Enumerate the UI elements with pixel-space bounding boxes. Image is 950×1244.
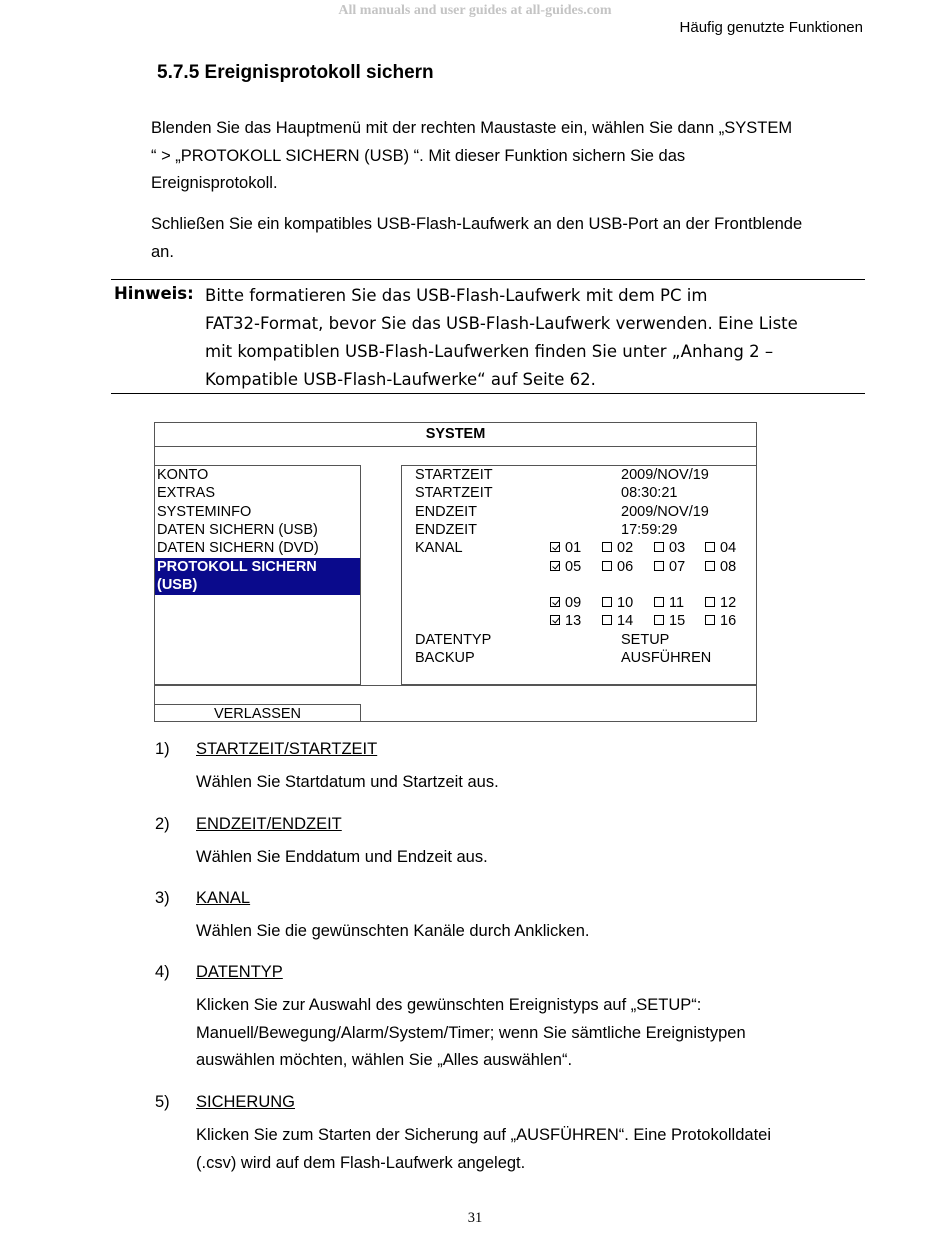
channel-checkbox[interactable] bbox=[550, 558, 581, 576]
step-line: Wählen Sie Startdatum und Startzeit aus. bbox=[196, 773, 499, 791]
note-bottom-rule bbox=[111, 393, 865, 394]
unchecked-box-icon bbox=[705, 542, 715, 552]
channel-number: 15 bbox=[669, 613, 686, 630]
unchecked-box-icon bbox=[705, 561, 715, 571]
running-head: Häufig genutzte Funktionen bbox=[679, 19, 863, 36]
channel-checkbox[interactable] bbox=[654, 612, 685, 630]
intro-line: Blenden Sie das Hauptmenü mit der rechten Maustaste ein, wählen Sie dann „SYSTEM bbox=[151, 119, 793, 137]
step-line: Wählen Sie Enddatum und Endzeit aus. bbox=[196, 848, 488, 866]
step-number: 2) bbox=[155, 815, 170, 833]
channel-checkbox[interactable] bbox=[550, 612, 581, 630]
channel-checkbox[interactable] bbox=[602, 558, 633, 576]
section-title: 5.7.5 Ereignisprotokoll sichern bbox=[157, 62, 434, 83]
channel-checkbox[interactable] bbox=[602, 594, 633, 612]
unchecked-box-icon bbox=[705, 615, 715, 625]
channel-number: 05 bbox=[565, 558, 582, 575]
menu-right-pane bbox=[401, 465, 757, 685]
step-body bbox=[196, 844, 856, 872]
channel-number: 01 bbox=[565, 540, 582, 557]
exit-button[interactable]: VERLASSEN bbox=[154, 704, 361, 722]
step-line: Klicken Sie zur Auswahl des gewünschten Ereignistyps auf „SETUP“: bbox=[196, 996, 702, 1014]
step-body bbox=[196, 918, 856, 946]
menu-title: SYSTEM bbox=[154, 422, 757, 447]
step-body bbox=[196, 769, 856, 797]
unchecked-box-icon bbox=[602, 615, 612, 625]
step-line: Manuell/Bewegung/Alarm/System/Timer; wenn Sie sämtliche Ereignistypen bbox=[196, 1023, 746, 1042]
channel-number: 11 bbox=[669, 595, 685, 611]
step-number: 1) bbox=[155, 740, 170, 758]
unchecked-box-icon bbox=[602, 561, 612, 571]
field-value-end-date[interactable]: 2009/NOV/19 bbox=[621, 503, 709, 520]
menu-divider bbox=[154, 685, 757, 687]
active-item-line: (USB) bbox=[157, 577, 198, 594]
channel-checkbox[interactable] bbox=[705, 539, 736, 557]
menu-item-backup-dvd[interactable]: DATEN SICHERN (DVD) bbox=[157, 540, 319, 557]
note-line: Kompatible USB-Flash-Laufwerke“ auf Seite 62. bbox=[205, 370, 596, 389]
field-value-start-time[interactable]: 08:30:21 bbox=[621, 485, 678, 502]
note-top-rule bbox=[111, 279, 865, 280]
channel-checkbox[interactable] bbox=[602, 612, 633, 630]
channel-number: 07 bbox=[669, 558, 686, 575]
note-line: mit kompatiblen USB-Flash-Laufwerken finden Sie unter „Anhang 2 – bbox=[205, 342, 774, 361]
checked-box-icon bbox=[550, 597, 560, 607]
menu-item-log-backup-usb[interactable] bbox=[155, 558, 360, 595]
step-line: (.csv) wird auf dem Flash-Laufwerk angelegt. bbox=[196, 1153, 526, 1172]
datatype-label: DATENTYP bbox=[415, 632, 492, 648]
channel-number: 09 bbox=[565, 595, 582, 611]
channel-number: 10 bbox=[617, 595, 634, 611]
checked-box-icon bbox=[550, 542, 560, 552]
menu-item-konto[interactable]: KONTO bbox=[157, 467, 209, 483]
channel-checkbox[interactable] bbox=[550, 594, 581, 612]
usb-line: an. bbox=[151, 242, 174, 261]
channel-checkbox[interactable] bbox=[602, 539, 633, 557]
step-body bbox=[196, 992, 856, 1075]
channel-checkbox[interactable] bbox=[705, 612, 736, 630]
checked-box-icon bbox=[550, 615, 560, 625]
menu-item-backup-usb[interactable]: DATEN SICHERN (USB) bbox=[157, 521, 318, 538]
watermark: All manuals and user guides at all-guides.com bbox=[338, 3, 612, 18]
step-number: 3) bbox=[155, 889, 170, 907]
step-title: DATENTYP bbox=[196, 963, 283, 981]
channel-number: 12 bbox=[720, 595, 737, 611]
backup-label: BACKUP bbox=[415, 650, 475, 667]
field-value-start-date[interactable]: 2009/NOV/19 bbox=[621, 467, 709, 483]
menu-item-systeminfo[interactable]: SYSTEMINFO bbox=[157, 503, 252, 520]
channel-number: 06 bbox=[617, 558, 634, 575]
menu-item-extras[interactable]: EXTRAS bbox=[157, 485, 216, 502]
unchecked-box-icon bbox=[654, 597, 664, 607]
step-title: KANAL bbox=[196, 889, 251, 907]
channel-checkbox[interactable] bbox=[705, 594, 736, 612]
step-body bbox=[196, 1122, 856, 1177]
channel-number: 04 bbox=[720, 540, 737, 557]
intro-line: Ereignisprotokoll. bbox=[151, 174, 278, 192]
checked-box-icon bbox=[550, 561, 560, 571]
intro-paragraph bbox=[151, 115, 871, 198]
channel-number: 08 bbox=[720, 558, 737, 575]
step-number: 4) bbox=[155, 963, 170, 981]
channel-label: KANAL bbox=[415, 540, 463, 557]
datatype-setup-button[interactable]: SETUP bbox=[621, 632, 670, 648]
channel-number: 02 bbox=[617, 540, 634, 557]
channel-checkbox[interactable] bbox=[654, 558, 685, 576]
step-line: Klicken Sie zum Starten der Sicherung auf „AUSFÜHREN“. Eine Protokolldatei bbox=[196, 1126, 771, 1144]
channel-number: 13 bbox=[565, 613, 582, 630]
channel-checkbox[interactable] bbox=[705, 558, 736, 576]
unchecked-box-icon bbox=[602, 597, 612, 607]
note-text bbox=[205, 282, 870, 394]
unchecked-box-icon bbox=[705, 597, 715, 607]
unchecked-box-icon bbox=[654, 615, 664, 625]
usb-paragraph bbox=[151, 211, 871, 266]
field-label-start-date: STARTZEIT bbox=[415, 467, 493, 483]
step-line: auswählen möchten, wählen Sie „Alles auswählen“. bbox=[196, 1051, 573, 1069]
note-line: Bitte formatieren Sie das USB-Flash-Laufwerk mit dem PC im bbox=[205, 286, 708, 305]
step-title: ENDZEIT/ENDZEIT bbox=[196, 815, 342, 833]
channel-number: 14 bbox=[617, 613, 634, 630]
unchecked-box-icon bbox=[602, 542, 612, 552]
step-number: 5) bbox=[155, 1093, 170, 1111]
channel-checkbox[interactable] bbox=[654, 594, 684, 612]
unchecked-box-icon bbox=[654, 561, 664, 571]
page-number: 31 bbox=[467, 1210, 483, 1226]
channel-number: 03 bbox=[669, 540, 686, 557]
backup-execute-button[interactable]: AUSFÜHREN bbox=[621, 650, 712, 667]
usb-line: Schließen Sie ein kompatibles USB-Flash-Laufwerk an den USB-Port an der Frontblende bbox=[151, 215, 803, 233]
unchecked-box-icon bbox=[654, 542, 664, 552]
active-item-line: PROTOKOLL SICHERN bbox=[157, 559, 317, 575]
field-value-end-time[interactable]: 17:59:29 bbox=[621, 521, 678, 538]
field-label-start-time: STARTZEIT bbox=[415, 485, 493, 502]
note-line: FAT32-Format, bevor Sie das USB-Flash-Laufwerk verwenden. Eine Liste bbox=[205, 314, 798, 333]
field-label-end-time: ENDZEIT bbox=[415, 521, 478, 538]
field-label-end-date: ENDZEIT bbox=[415, 503, 478, 520]
step-title: SICHERUNG bbox=[196, 1093, 296, 1111]
menu-left-pane bbox=[154, 465, 361, 685]
channel-checkbox[interactable] bbox=[550, 539, 581, 557]
intro-line: “ > „PROTOKOLL SICHERN (USB) “. Mit dieser Funktion sichern Sie das bbox=[151, 146, 686, 165]
channel-checkbox[interactable] bbox=[654, 539, 685, 557]
channel-number: 16 bbox=[720, 613, 737, 630]
step-title: STARTZEIT/STARTZEIT bbox=[196, 740, 378, 758]
step-line: Wählen Sie die gewünschten Kanäle durch Anklicken. bbox=[196, 922, 590, 940]
note-label: Hinweis: bbox=[114, 284, 194, 303]
